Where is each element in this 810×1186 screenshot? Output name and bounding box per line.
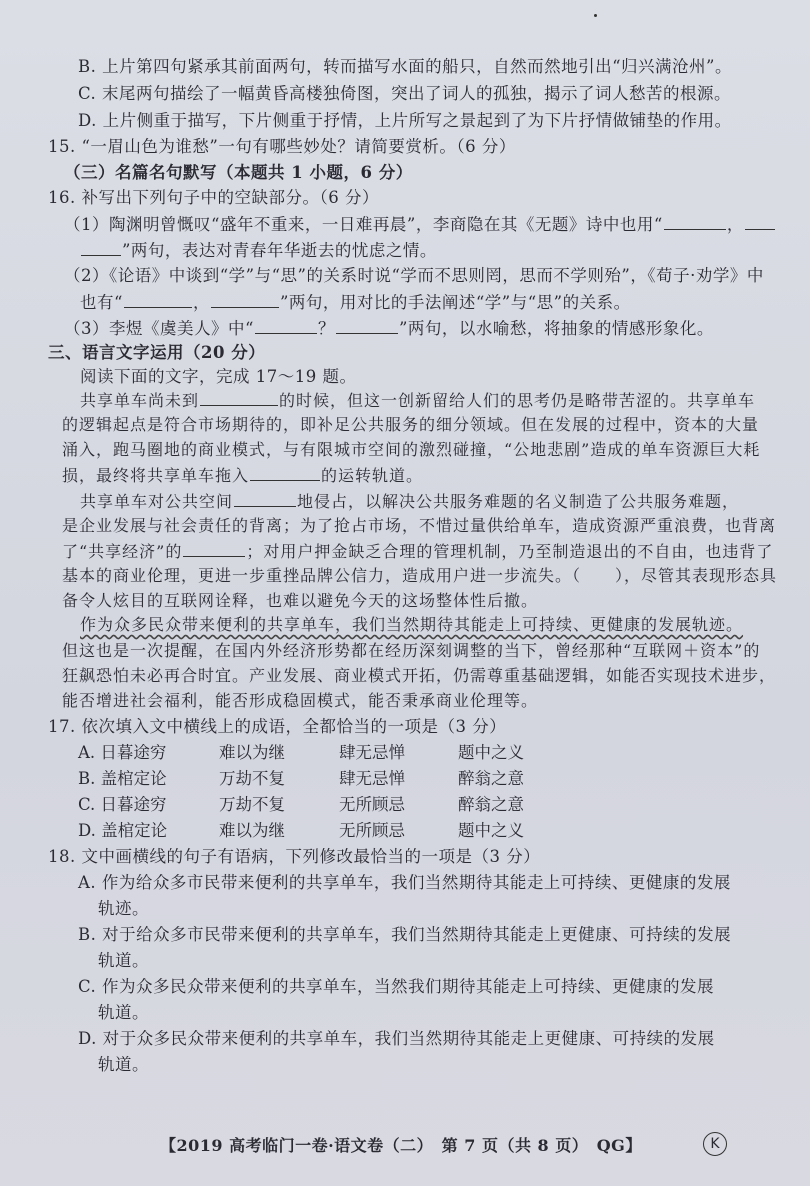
passage-line — [80, 490, 739, 513]
q17-option-idiom: 肆无忌惮 — [339, 743, 405, 762]
q14-option-b: B. 上片第四句紧承其前面两句，转而描写水面的船只，自然而然地引出“归兴满沧州”。 — [78, 57, 732, 76]
q14-option-d: D. 上片侧重于描写，下片侧重于抒情，上片所写之景起到了为下片抒情做铺垫的作用。 — [78, 111, 732, 130]
question-16-item-2-line-1: （2）《论语》中谈到“学”与“思”的关系时说“学而不思则罔，思而不学则殆”，《荀子·劝学》中 — [64, 266, 764, 285]
answer-blank — [211, 291, 279, 308]
question-16-stem: 16. 补写出下列句子中的空缺部分。（6 分） — [48, 188, 379, 207]
part-heading-3: 三、语言文字运用（20 分） — [48, 343, 266, 362]
q16-1-text-c: ”两句，表达对青春年华逝去的忧虑之情。 — [122, 241, 437, 260]
q17-option-idiom: 肆无忌惮 — [339, 769, 405, 788]
q14-option-c: C. 末尾两句描绘了一幅黄昏高楼独倚图，突出了词人的孤独，揭示了词人愁苦的根源。 — [78, 84, 732, 103]
passage-line: 涌入，跑马圈地的商业模式，与有限城市空间的激烈碰撞，“公地悲剧”造成的单车资源巨大耗 — [62, 440, 761, 459]
passage-line: 但这也是一次提醒，在国内外经济形势都在经历深刻调整的当下，曾经那种“互联网＋资本”的 — [62, 641, 761, 660]
q17-option-label: B. 盖棺定论 — [78, 769, 167, 788]
answer-blank — [250, 464, 320, 481]
q17-option-idiom: 题中之义 — [458, 821, 524, 840]
passage-text: 地侵占，以解决公共服务难题的名义制造了公共服务难题， — [297, 492, 740, 511]
passage-line: 狂飙恐怕未必再合时宜。产业发展、商业模式开拓，仍需尊重基础逻辑，如能否实现技术进步， — [62, 666, 777, 685]
q16-1-text-a: （1）陶渊明曾慨叹“盛年不重来，一日难再晨”，李商隐在其《无题》诗中也用“ — [64, 215, 663, 234]
section-heading-3: （三）名篇名句默写（本题共 1 小题，6 分） — [64, 163, 413, 182]
question-15: 15. “一眉山色为谁愁”一句有哪些妙处？请简要赏析。（6 分） — [48, 137, 516, 156]
passage-text: 共享单车对公共空间 — [80, 492, 234, 511]
answer-blank — [255, 317, 317, 334]
passage-text: 了“共享经济”的 — [62, 542, 183, 561]
q17-option-idiom: 万劫不复 — [219, 795, 285, 814]
passage-line: 是企业发展与社会责任的背离；为了抢占市场，不惜过量供给单车，造成资源严重浪费，也背离 — [62, 516, 777, 535]
q16-3-text-b: ？ — [317, 319, 335, 338]
passage-text: ；对用户押金缺乏合理的管理机制，乃至制造退出的不自由，也违背了 — [246, 542, 774, 561]
passage-line: 的逻辑起点是符合市场期待的，即补足公共服务的细分领域。但在发展的过程中，资本的大量 — [62, 415, 760, 434]
answer-blank — [336, 317, 398, 334]
q17-option-idiom: 万劫不复 — [219, 769, 285, 788]
passage-line — [62, 540, 773, 563]
q18-option-b-cont: 轨道。 — [98, 951, 149, 970]
question-16-item-2-line-2 — [80, 291, 631, 314]
q16-2-text-d: ”两句，用对比的手法阐述“学”与“思”的关系。 — [279, 293, 631, 312]
answer-blank — [664, 213, 726, 230]
q17-option-label: C. 日暮途穷 — [78, 795, 167, 814]
q16-3-text-c: ”两句，以水喻愁，将抽象的情感形象化。 — [398, 319, 714, 338]
q17-option-idiom: 醉翁之意 — [458, 795, 524, 814]
q17-option-idiom: 无所顾忌 — [339, 795, 405, 814]
reading-intro: 阅读下面的文字，完成 17～19 题。 — [80, 367, 357, 386]
q16-1-text-b: ， — [726, 215, 744, 234]
passage-line: 能否增进社会福利，能否形成稳固模式，能否秉承商业伦理等。 — [62, 691, 539, 710]
circled-k-mark: K — [703, 1132, 727, 1156]
passage-text: 共享单车尚未到 — [80, 391, 200, 410]
question-18-stem: 18. 文中画横线的句子有语病，下列修改最恰当的一项是（3 分） — [48, 847, 541, 866]
q18-option-d-cont: 轨道。 — [98, 1055, 149, 1074]
q18-option-d: D. 对于众多民众带来便利的共享单车，我们当然期待其能走上更健康、可持续的发展 — [78, 1029, 715, 1048]
page-footer: 【2019 高考临门一卷·语文卷（二） 第 7 页（共 8 页） QG】 — [160, 1136, 642, 1155]
passage-line: 备令人炫目的互联网诠释，也难以避免今天的这场整体性后撤。 — [62, 591, 539, 610]
answer-blank — [745, 213, 775, 230]
passage-text: 作为众多民众带来便利的共享单车，我们当然期待其能走上可持续、更健康的发展轨迹。 — [80, 615, 744, 634]
answer-blank — [183, 540, 245, 557]
q17-option-idiom: 难以为继 — [219, 743, 285, 762]
answer-blank — [200, 389, 278, 406]
ink-dot — [594, 14, 597, 17]
q18-option-b: B. 对于给众多市民带来便利的共享单车，我们当然期待其能走上更健康、可持续的发展 — [78, 925, 732, 944]
passage-line — [80, 389, 755, 412]
passage-text: 的时候，但这一创新留给人们的思考仍是略带苦涩的。共享单车 — [279, 391, 756, 410]
q17-option-label: A. 日暮途穷 — [78, 743, 167, 762]
passage-line: 基本的商业伦理，更进一步重挫品牌公信力，造成用户进一步流失。（ ），尽管其表现形态具 — [62, 566, 778, 585]
passage-line — [62, 464, 423, 487]
question-16-item-3 — [64, 317, 714, 340]
q17-option-idiom: 无所顾忌 — [339, 821, 405, 840]
q18-option-c-cont: 轨道。 — [98, 1003, 149, 1022]
question-17-stem: 17. 依次填入文中横线上的成语，全都恰当的一项是（3 分） — [48, 717, 507, 736]
q17-option-idiom: 醉翁之意 — [458, 769, 524, 788]
q16-2-text-c: ， — [192, 293, 210, 312]
q17-option-idiom: 题中之义 — [458, 743, 524, 762]
q17-option-label: D. 盖棺定论 — [78, 821, 168, 840]
passage-text: 损，最终将共享单车拖入 — [62, 466, 250, 485]
q18-option-a-cont: 轨迹。 — [98, 899, 149, 918]
q17-option-idiom: 难以为继 — [219, 821, 285, 840]
answer-blank — [234, 490, 296, 507]
question-16-item-1-line-1 — [64, 213, 776, 236]
q16-3-text-a: （3）李煜《虞美人》中“ — [64, 319, 254, 338]
answer-blank — [124, 291, 192, 308]
passage-text: 的运转轨道。 — [321, 466, 424, 485]
answer-blank — [81, 239, 121, 256]
question-16-item-1-line-2 — [80, 239, 437, 262]
q18-option-a: A. 作为给众多市民带来便利的共享单车，我们当然期待其能走上可持续、更健康的发展 — [78, 873, 731, 892]
q18-option-c: C. 作为众多民众带来便利的共享单车，当然我们期待其能走上可持续、更健康的发展 — [78, 977, 715, 996]
q16-2-text-b: 也有“ — [80, 293, 123, 312]
underlined-sentence — [80, 614, 743, 636]
